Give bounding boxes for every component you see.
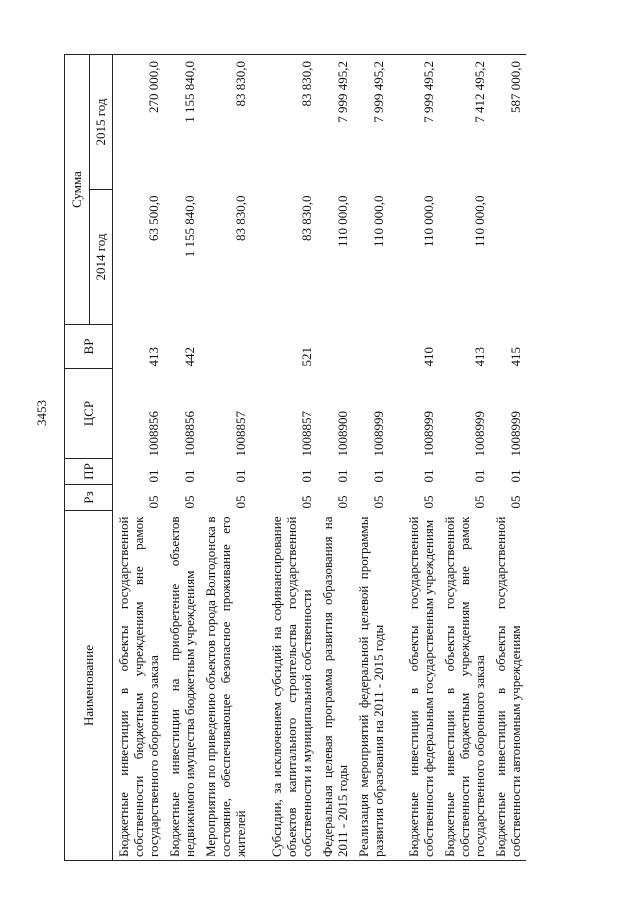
row-vr: 410 [421,347,436,367]
row-pr: 01 [421,469,436,483]
row-rz: 05 [421,495,436,509]
row-pr: 01 [472,469,487,483]
row-pr: 01 [233,469,248,483]
row-sum-2015: 7 999 495,2 [389,55,439,190]
row-sum-2014: 83 830,0 [299,195,314,241]
row-name: Бюджетные инвестиции в объекты государственной собственности автономным учреждениям [490,511,526,861]
row-pr: 01 [508,469,523,483]
row-sum-2014: 1 155 840,0 [182,195,197,258]
row-name: Бюджетные инвестиции на приобретение объектов недвижимого имущества бюджетным учреждениям [164,511,200,861]
row-vr [317,325,353,369]
row-rz: 05 [335,495,350,509]
table-row [251,55,317,861]
header-pr: ПР [65,459,113,485]
row-pr: 01 [146,469,161,483]
row-rz: 05 [299,495,314,509]
table-row [317,55,353,861]
row-name: Федеральная целевая программа развития образования на 2011 - 2015 годы [317,511,353,861]
row-vr: 413 [472,347,487,367]
row-sum-2014 [490,190,526,325]
budget-table [64,54,526,861]
row-csr: 1008857 [233,411,248,457]
row-pr: 01 [299,469,314,483]
row-vr: 413 [146,347,161,367]
header-rz: Рз [65,485,113,511]
row-rz: 05 [508,495,523,509]
row-pr: 01 [371,469,386,483]
table-row [200,55,251,861]
row-pr: 01 [182,469,197,483]
table-row [439,55,490,861]
row-name: Бюджетные инвестиции в объекты государственной собственности бюджетным учреждениям вне рамок государственного оборонного заказа [439,511,490,861]
row-sum-2015: 1 155 840,0 [164,55,200,190]
header-2014: 2014 год [90,190,113,325]
row-csr: 1008856 [146,411,161,457]
row-sum-2015: 587 000,0 [490,55,526,190]
row-sum-2014: 110 000,0 [335,195,350,248]
row-csr: 1008857 [299,411,314,457]
table-row [389,55,439,861]
row-rz: 05 [371,495,386,509]
row-csr: 1008999 [472,411,487,457]
row-vr: 415 [508,347,523,367]
row-vr: 521 [299,347,314,367]
row-vr [200,325,251,369]
row-name: Субсидии, за исключением субсидий на софинансирование объектов капитального строительства государственной собственности и муниципальной собственности [251,511,317,861]
row-rz: 05 [182,495,197,509]
header-2015: 2015 год [90,55,113,190]
row-vr: 442 [182,347,197,367]
header-csr: ЦСР [65,369,113,459]
row-vr [353,325,389,369]
table-row [490,55,526,861]
row-sum-2015: 83 830,0 [251,55,317,190]
table-row [113,55,165,861]
table-row [353,55,389,861]
row-pr: 01 [335,469,350,483]
header-name: Наименование [65,511,113,861]
row-sum-2015: 7 999 495,2 [317,55,353,190]
row-name: Бюджетные инвестиции в объекты государственной собственности федеральным государственным учреждениям [389,511,439,861]
row-rz: 05 [146,495,161,509]
row-rz: 05 [472,495,487,509]
row-sum-2015: 83 830,0 [200,55,251,190]
row-csr: 1008999 [371,411,386,457]
row-name: Реализация мероприятий федеральной целевой программы развития образования на 2011 - 2015 годы [353,511,389,861]
header-vr: ВР [65,325,113,369]
row-csr: 1008999 [508,411,523,457]
row-name: Мероприятия по приведению объектов города Волгодонска в состояние, обеспечивающее безопасное проживание его жителей [200,511,251,861]
rotated-page [64,55,594,861]
page-number: 3453 [34,400,49,426]
row-csr: 1008856 [182,411,197,457]
row-sum-2014: 110 000,0 [421,195,436,248]
row-csr: 1008900 [335,411,350,457]
table-header [65,55,113,861]
table-row [164,55,200,861]
row-sum-2015: 7 412 495,2 [439,55,490,190]
header-sum: Сумма [65,55,90,325]
row-name: Бюджетные инвестиции в объекты государственной собственности бюджетным учреждениям вне рамок государственного оборонного заказа [113,511,165,861]
row-sum-2014: 110 000,0 [472,195,487,248]
row-rz: 05 [233,495,248,509]
row-sum-2014: 110 000,0 [371,195,386,248]
row-sum-2014: 83 830,0 [233,195,248,241]
row-sum-2015: 7 999 495,2 [353,55,389,190]
row-sum-2014: 63 500,0 [146,195,161,241]
row-csr: 1008999 [421,411,436,457]
row-sum-2015: 270 000,0 [113,55,165,190]
